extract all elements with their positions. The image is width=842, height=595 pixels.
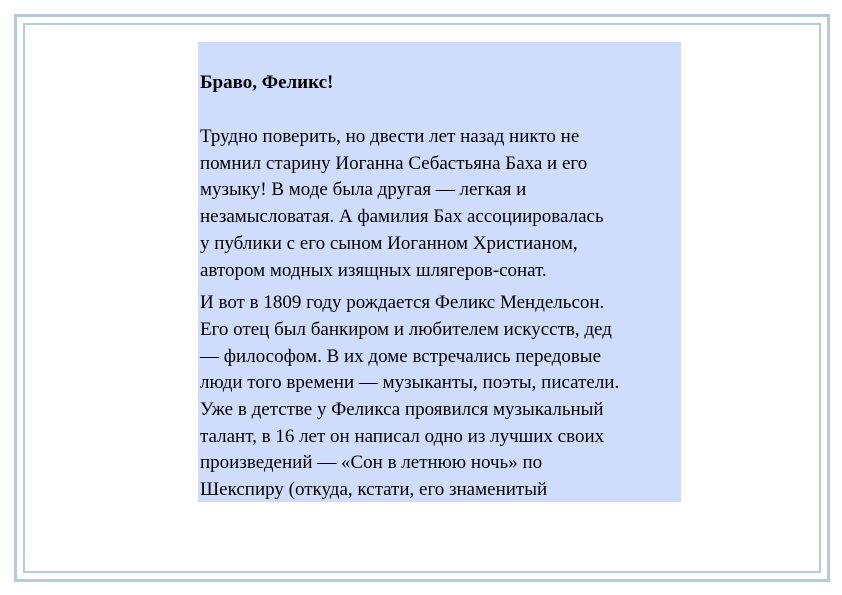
article-paragraph-2: И вот в 1809 году рождается Феликс Мендельсон. Его отец был банкиром и любителем искусств, дед — философом. В их доме встречались передовые люди того времени — музыканты, поэты, писатели. Уже в детстве у Феликса проявился музыкальный талант, в 16 лет он написал одно из лучших своих произведений — «Сон в летнюю ночь» по Шекспиру (откуда, кстати, его знаменитый [200,292,620,501]
article-paragraph-1: Трудно поверить, но двести лет назад никто не помнил старину Иоганна Себастьяна Баха и его музыку! В моде была другая — легкая и незамысловатая. А фамилия Бах ассоциировалась у публики с его сыном Иоганном Христианом, автором модных изящных шлягеров-сонат. [200,126,604,281]
article-title: Браво, Феликс! [200,72,334,93]
article-text-block [198,42,681,502]
